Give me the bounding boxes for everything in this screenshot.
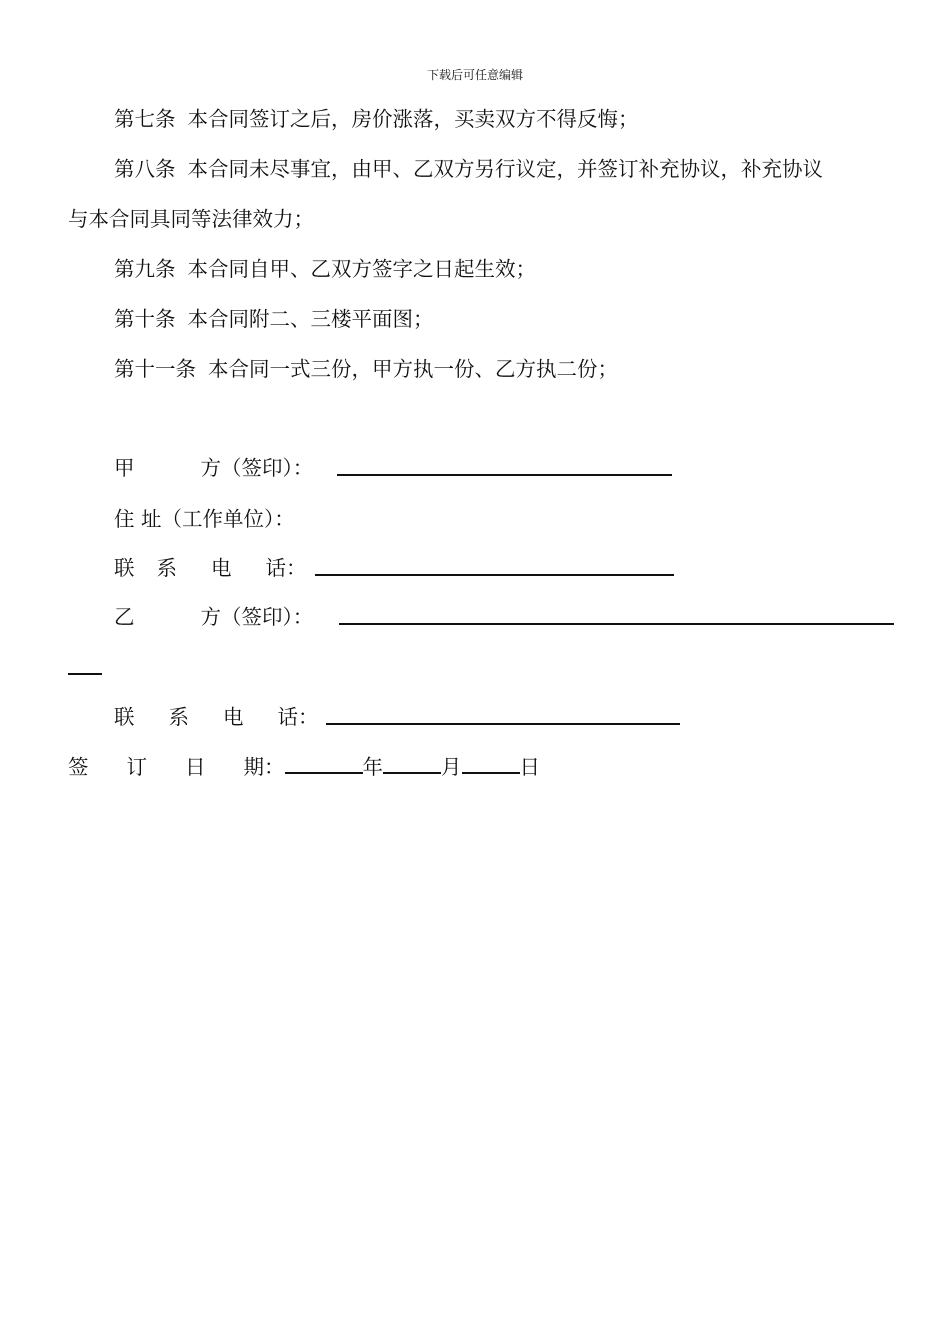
- clause-text: 本合同附二、三楼平面图；: [187, 307, 434, 331]
- clause-number: 第十条: [114, 307, 176, 331]
- party-b-label: 乙 方（签印）：: [114, 605, 314, 629]
- month-label: 月: [441, 755, 462, 779]
- party-b-signature-line-continuation[interactable]: [68, 673, 102, 675]
- day-blank[interactable]: [462, 752, 520, 774]
- month-blank[interactable]: [383, 752, 441, 774]
- page-header-note: 下载后可任意编辑: [426, 68, 523, 82]
- party-a-label: 甲 方（签印）：: [114, 456, 314, 480]
- party-b-phone-line[interactable]: [326, 723, 680, 725]
- date-label-char: 期：: [243, 755, 285, 779]
- clause-text: 本合同未尽事宜，由甲、乙双方另行议定，并签订补充协议，补充协议: [187, 157, 823, 181]
- clause-text: 本合同自甲、乙双方签字之日起生效；: [187, 257, 536, 281]
- clause-number: 第九条: [114, 257, 176, 281]
- clause-8: [114, 155, 823, 183]
- party-b-signature-line[interactable]: [339, 623, 894, 625]
- signing-date-row: [68, 752, 540, 781]
- party-b-phone-label: 联 系 电 话：: [114, 705, 319, 729]
- year-label: 年: [362, 755, 383, 779]
- party-a-phone-label: 联 系 电 话：: [114, 556, 307, 580]
- clause-10: [114, 305, 434, 333]
- date-label-char: 日: [185, 755, 206, 779]
- party-a-signature-line[interactable]: [337, 474, 672, 476]
- address-label: 住 址（工作单位）：: [114, 507, 295, 531]
- clause-number: 第十一条: [114, 357, 196, 381]
- day-label: 日: [519, 755, 540, 779]
- clause-number: 第七条: [114, 107, 176, 131]
- year-blank[interactable]: [285, 752, 363, 774]
- date-label-char: 订: [126, 755, 147, 779]
- clause-text: 本合同签订之后，房价涨落，买卖双方不得反悔；: [187, 107, 639, 131]
- clause-text: 本合同一式三份，甲方执一份、乙方执二份；: [208, 357, 618, 381]
- clause-7: [114, 105, 639, 133]
- date-label-char: 签: [68, 755, 89, 779]
- clause-11: [114, 355, 618, 383]
- clause-9: [114, 255, 536, 283]
- party-a-phone-line[interactable]: [315, 574, 674, 576]
- clause-number: 第八条: [114, 157, 176, 181]
- clause-8-continuation: 与本合同具同等法律效力；: [68, 207, 314, 231]
